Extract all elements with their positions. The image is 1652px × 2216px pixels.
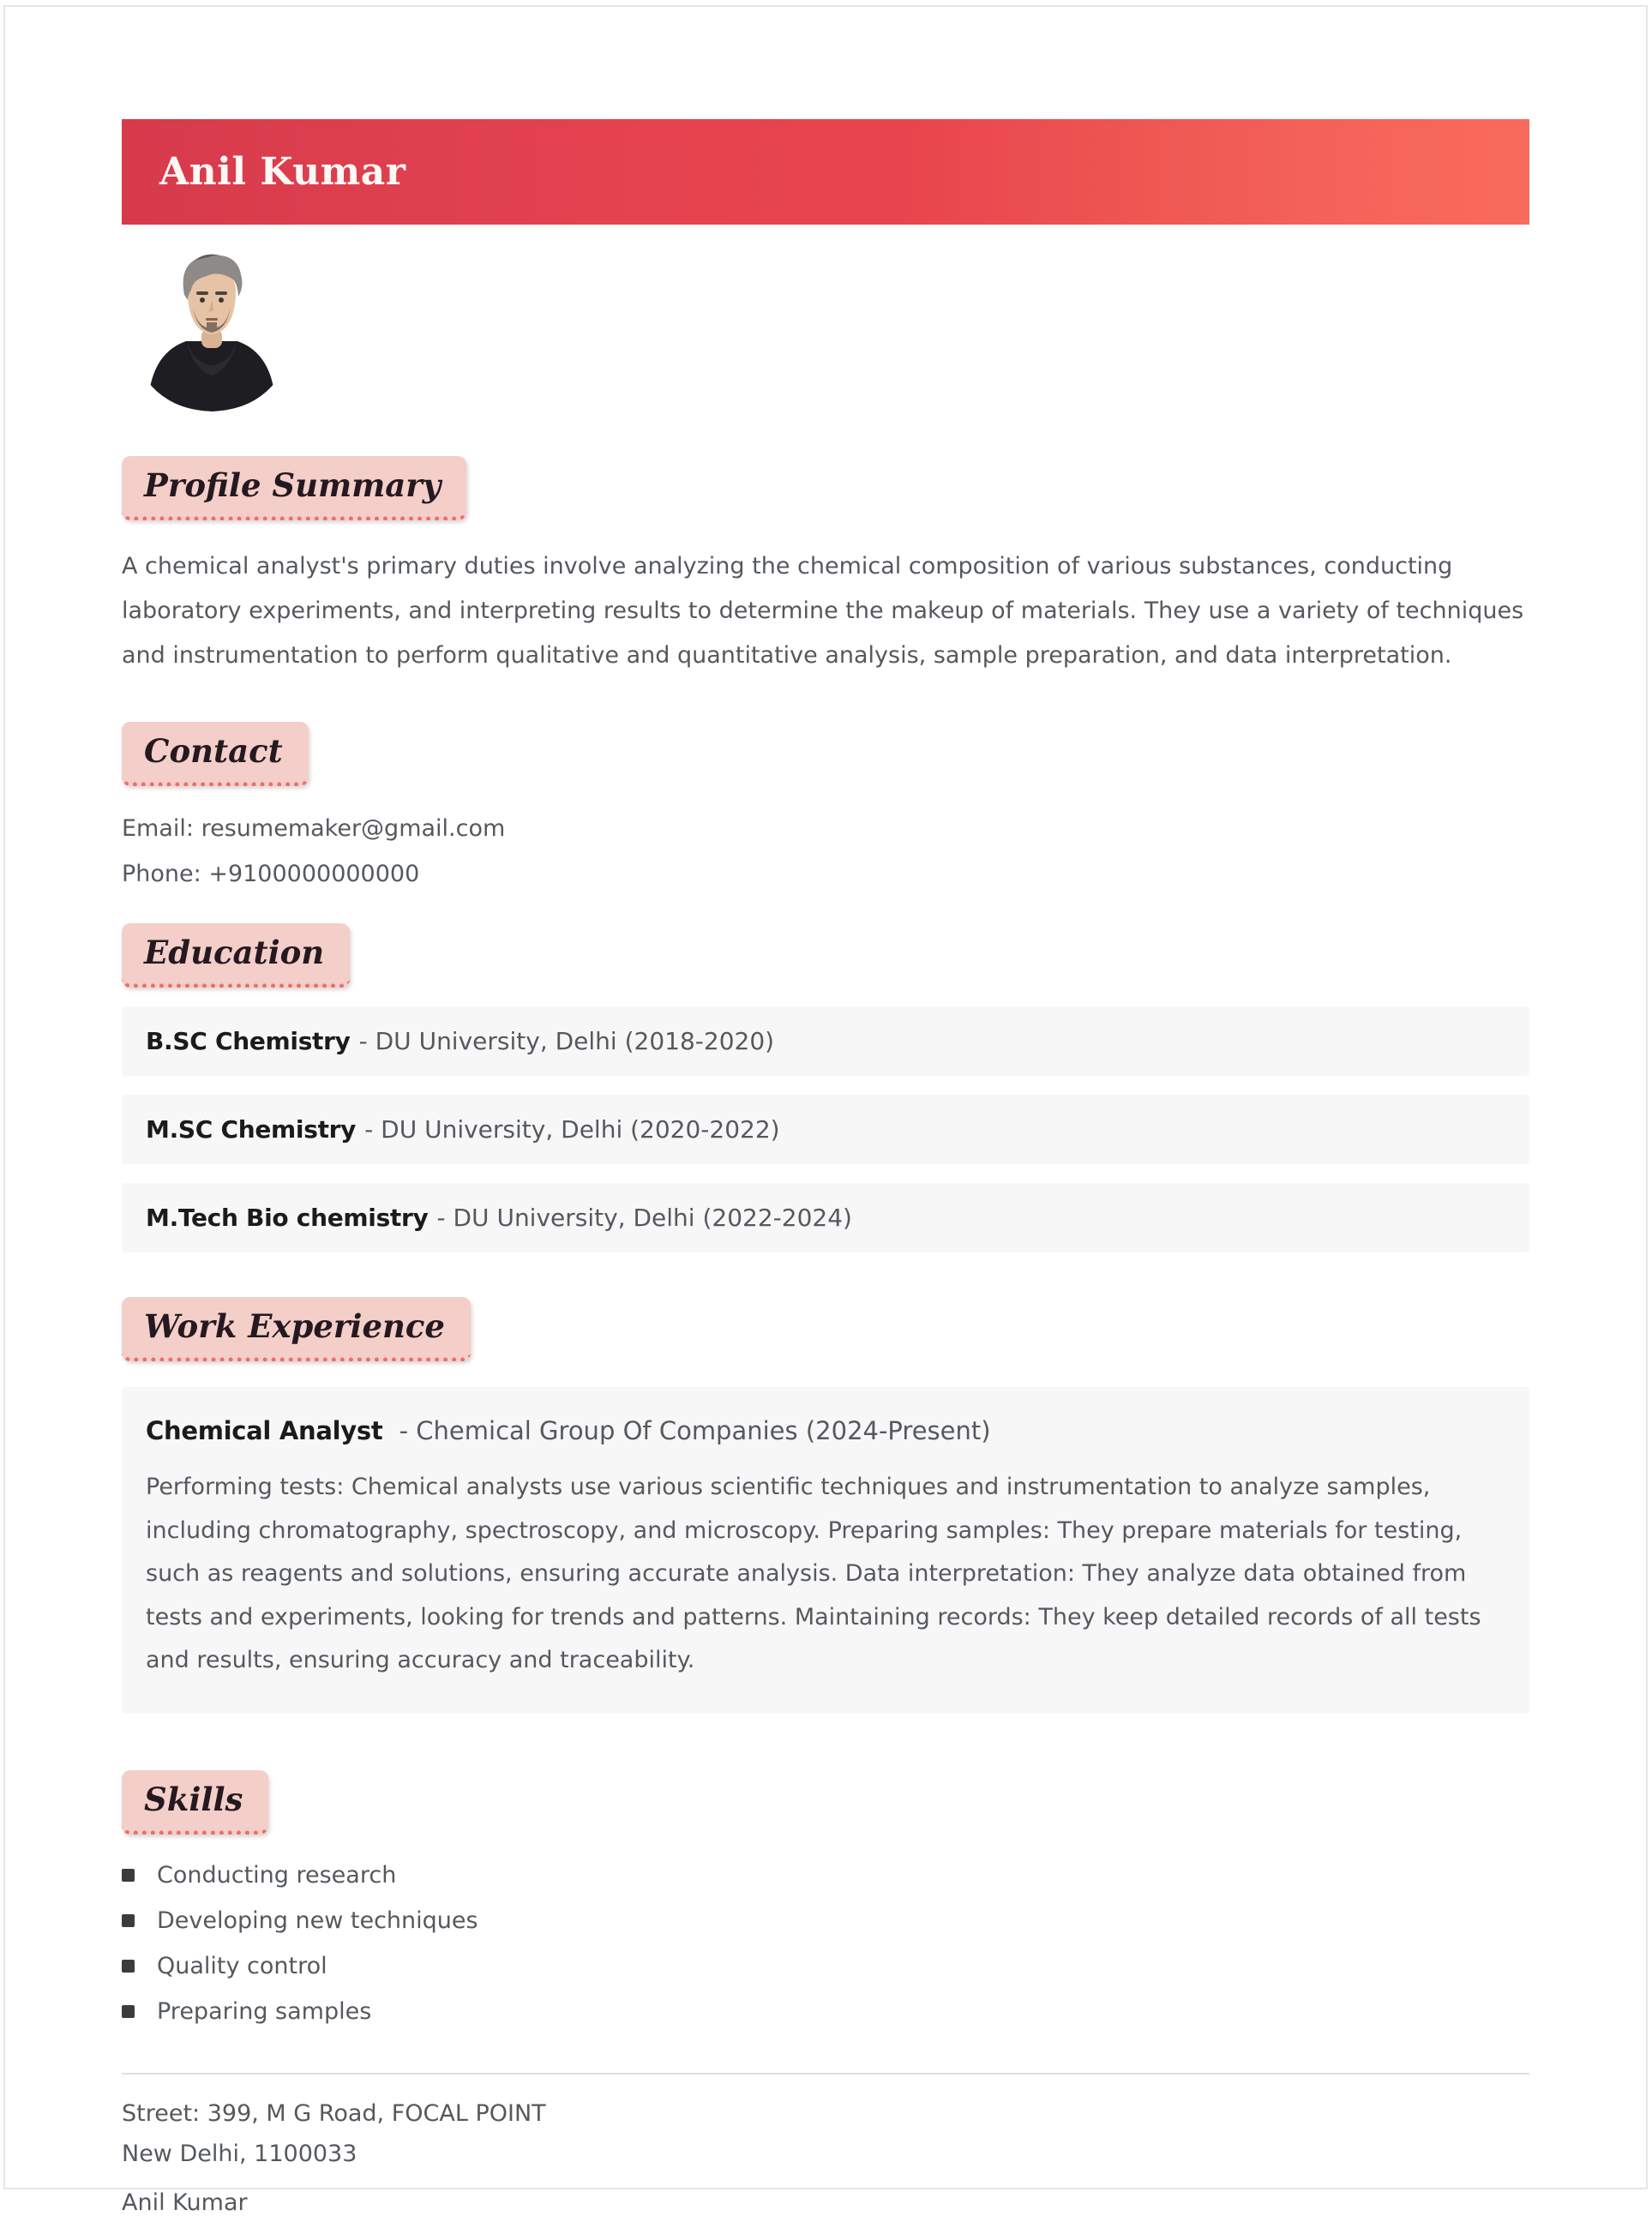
work-title-line xyxy=(146,1416,1504,1445)
bullet-square-icon xyxy=(122,2005,135,2018)
work-experience-entry xyxy=(122,1387,1529,1713)
profile-summary-heading: Profile Summary xyxy=(122,456,466,520)
bullet-square-icon xyxy=(122,1869,135,1882)
degree-name: B.SC Chemistry xyxy=(146,1027,351,1056)
footer-name: Anil Kumar xyxy=(122,2189,248,2216)
education-heading: Education xyxy=(122,923,350,988)
work-experience-heading: Work Experience xyxy=(122,1297,471,1361)
degree-details: - DU University, Delhi (2020-2022) xyxy=(364,1115,780,1144)
degree-name: M.SC Chemistry xyxy=(146,1115,357,1144)
email-label: Email: xyxy=(122,815,195,843)
resume-page xyxy=(3,5,1648,2216)
education-row xyxy=(122,1183,1529,1252)
degree-details: - DU University, Delhi (2022-2024) xyxy=(436,1204,852,1233)
profile-summary-text: A chemical analyst's primary duties involve analyzing the chemical composition of various substances, conducting laboratory experiments, and interpreting results to determine the makeup of materials. They use a variety of techniques and instrumentation to perform qualitative and quantitative analysis, sample preparation, and data interpretation. xyxy=(122,553,1524,669)
section-education xyxy=(122,887,1529,1252)
email-value: resumemaker@gmail.com xyxy=(201,815,506,843)
section-skills xyxy=(122,1714,1529,2025)
skill-item xyxy=(122,1953,1529,1979)
bullet-square-icon xyxy=(122,1960,135,1973)
phone-label: Phone: xyxy=(122,861,201,888)
section-profile-summary xyxy=(122,411,1529,677)
footer-divider xyxy=(122,2073,1529,2075)
skill-label: Preparing samples xyxy=(157,1997,372,2025)
skills-list xyxy=(122,1862,1529,2025)
header-band xyxy=(122,119,1529,225)
resume-name: Anil Kumar xyxy=(159,150,406,194)
job-company: - Chemical Group Of Companies (2024-Present) xyxy=(399,1416,991,1446)
contact-email xyxy=(122,815,1529,842)
resume-content xyxy=(5,119,1646,2216)
profile-photo xyxy=(135,250,289,411)
job-role: Chemical Analyst xyxy=(146,1416,383,1446)
section-contact xyxy=(122,677,1529,887)
contact-heading: Contact xyxy=(122,722,309,786)
degree-details: - DU University, Delhi (2018-2020) xyxy=(358,1027,775,1056)
phone-value: +9100000000000 xyxy=(208,861,420,888)
footer-street: Street: 399, M G Road, FOCAL POINT xyxy=(122,2099,546,2127)
education-row xyxy=(122,1006,1529,1076)
skill-label: Conducting research xyxy=(157,1861,397,1889)
education-row xyxy=(122,1095,1529,1164)
section-work-experience xyxy=(122,1252,1529,1713)
bullet-square-icon xyxy=(122,1914,135,1927)
footer-city: New Delhi, 1100033 xyxy=(122,2140,357,2167)
skill-item xyxy=(122,1862,1529,1889)
job-description: Performing tests: Chemical analysts use various scientific techniques and instrumentation to analyze samples, including chromatography, spectroscopy, and microscopy. Preparing samples: They prepare materials for testing, such as reagents and solutions, ensuring accurate analysis. Data interpretation: They analyze data obtained from tests and experiments, looking for trends and patterns. Maintaining records: They keep detailed records of all tests and results, ensuring accuracy and traceability. xyxy=(146,1474,1481,1674)
skill-label: Developing new techniques xyxy=(157,1907,478,1934)
profile-photo-illustration xyxy=(135,250,289,411)
degree-name: M.Tech Bio chemistry xyxy=(146,1204,429,1233)
skills-heading: Skills xyxy=(122,1770,268,1835)
skill-item xyxy=(122,1907,1529,1934)
skill-label: Quality control xyxy=(157,1952,327,1979)
contact-phone xyxy=(122,861,1529,887)
skill-item xyxy=(122,1998,1529,2025)
